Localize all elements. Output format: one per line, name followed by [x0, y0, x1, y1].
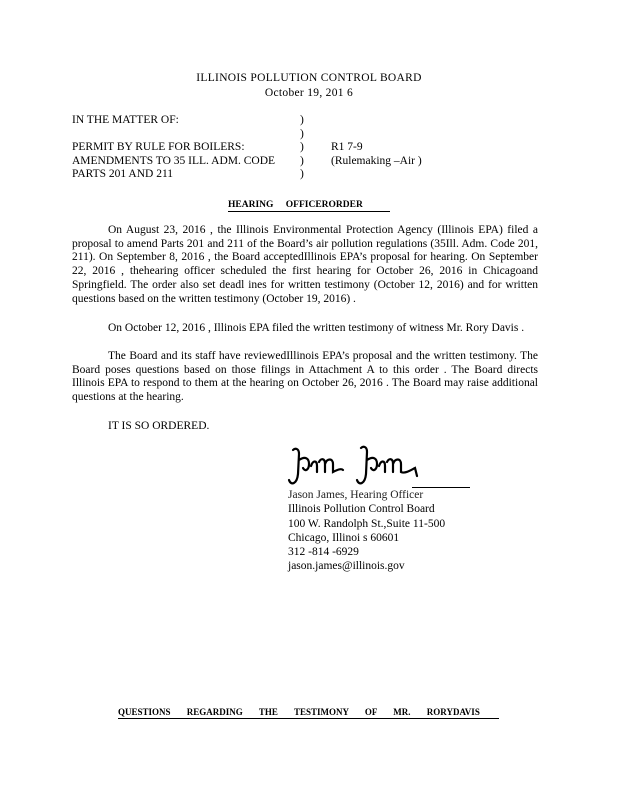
hearing-officer-name: Jason James, Hearing Officer: [288, 489, 424, 501]
body-paragraph: [72, 420, 538, 434]
paragraph-text: The Board and its staff have reviewedIllinois EPA’s proposal and the written testimony. The Board poses questions based on those filings in Attachment A to this order . The Board directs Illinois EPA to respond to them at the hearing on October 26, 2016 . The Board may raise additional questions at the hearing.: [72, 350, 538, 404]
caption-row: [72, 114, 552, 128]
body-paragraph: [72, 322, 538, 336]
address-line: Chicago, Illinoi s 60601: [288, 531, 400, 544]
case-caption: [72, 114, 552, 182]
caption-row: [72, 168, 552, 182]
email-address: jason.james@illinois.gov: [288, 560, 405, 573]
signature-block: [288, 488, 445, 574]
paragraph-text: On August 23, 2016 , the Illinois Environmental Protection Agency (Illinois EPA) filed a proposal to amend Parts 201 and 211 of the Board’s air pollution regulations (35Ill. Adm. Code 201, 211). On September 8, 2016 , the Board acceptedIllinois EPA’s proposal for hearing. On September 22, 2016 , thehearing officer scheduled the first hearing for October 26, 2016 in Chicagoand Springfield. The order also set deadl ines for written testimony (October 12, 2016) and for written questions based on the written testimony (October 19, 2016) .: [72, 224, 538, 305]
caption-paren: ): [300, 127, 304, 140]
caption-paren: ): [300, 168, 304, 180]
organization: Illinois Pollution Control Board: [288, 503, 435, 516]
rulemaking-type: (Rulemaking –Air ): [331, 154, 422, 167]
body-paragraph: [72, 350, 538, 405]
document-title: HEARING OFFICERORDER: [228, 200, 390, 212]
order-date: October 19, 201 6: [264, 87, 354, 99]
caption-left-text: AMENDMENTS TO 35 ILL. ADM. CODE: [72, 154, 276, 167]
caption-left-text: PARTS 201 AND 211: [72, 168, 174, 180]
caption-paren: ): [300, 154, 304, 167]
phone-number: 312 -814 -6929: [288, 546, 359, 559]
docket-number: R1 7-9: [331, 141, 363, 153]
attachment-heading: QUESTIONS REGARDING THE TESTIMONY OF MR. RORYDAVIS: [118, 707, 499, 719]
caption-row: [72, 141, 552, 155]
caption-paren: ): [300, 114, 304, 126]
caption-row: [72, 128, 552, 142]
paragraph-text: On October 12, 2016 , Illinois EPA filed the written testimony of witness Mr. Rory Davis .: [108, 322, 525, 334]
address-line: 100 W. Randolph St.,Suite 11-500: [288, 517, 446, 530]
caption-row: [72, 155, 552, 169]
so-ordered-text: IT IS SO ORDERED.: [108, 420, 210, 432]
body-paragraph: [72, 224, 538, 306]
caption-left-text: IN THE MATTER OF:: [72, 114, 179, 126]
caption-left-text: PERMIT BY RULE FOR BOILERS:: [72, 141, 245, 153]
agency-heading: ILLINOIS POLLUTION CONTROL BOARD: [196, 72, 422, 84]
caption-paren: ): [300, 141, 304, 153]
